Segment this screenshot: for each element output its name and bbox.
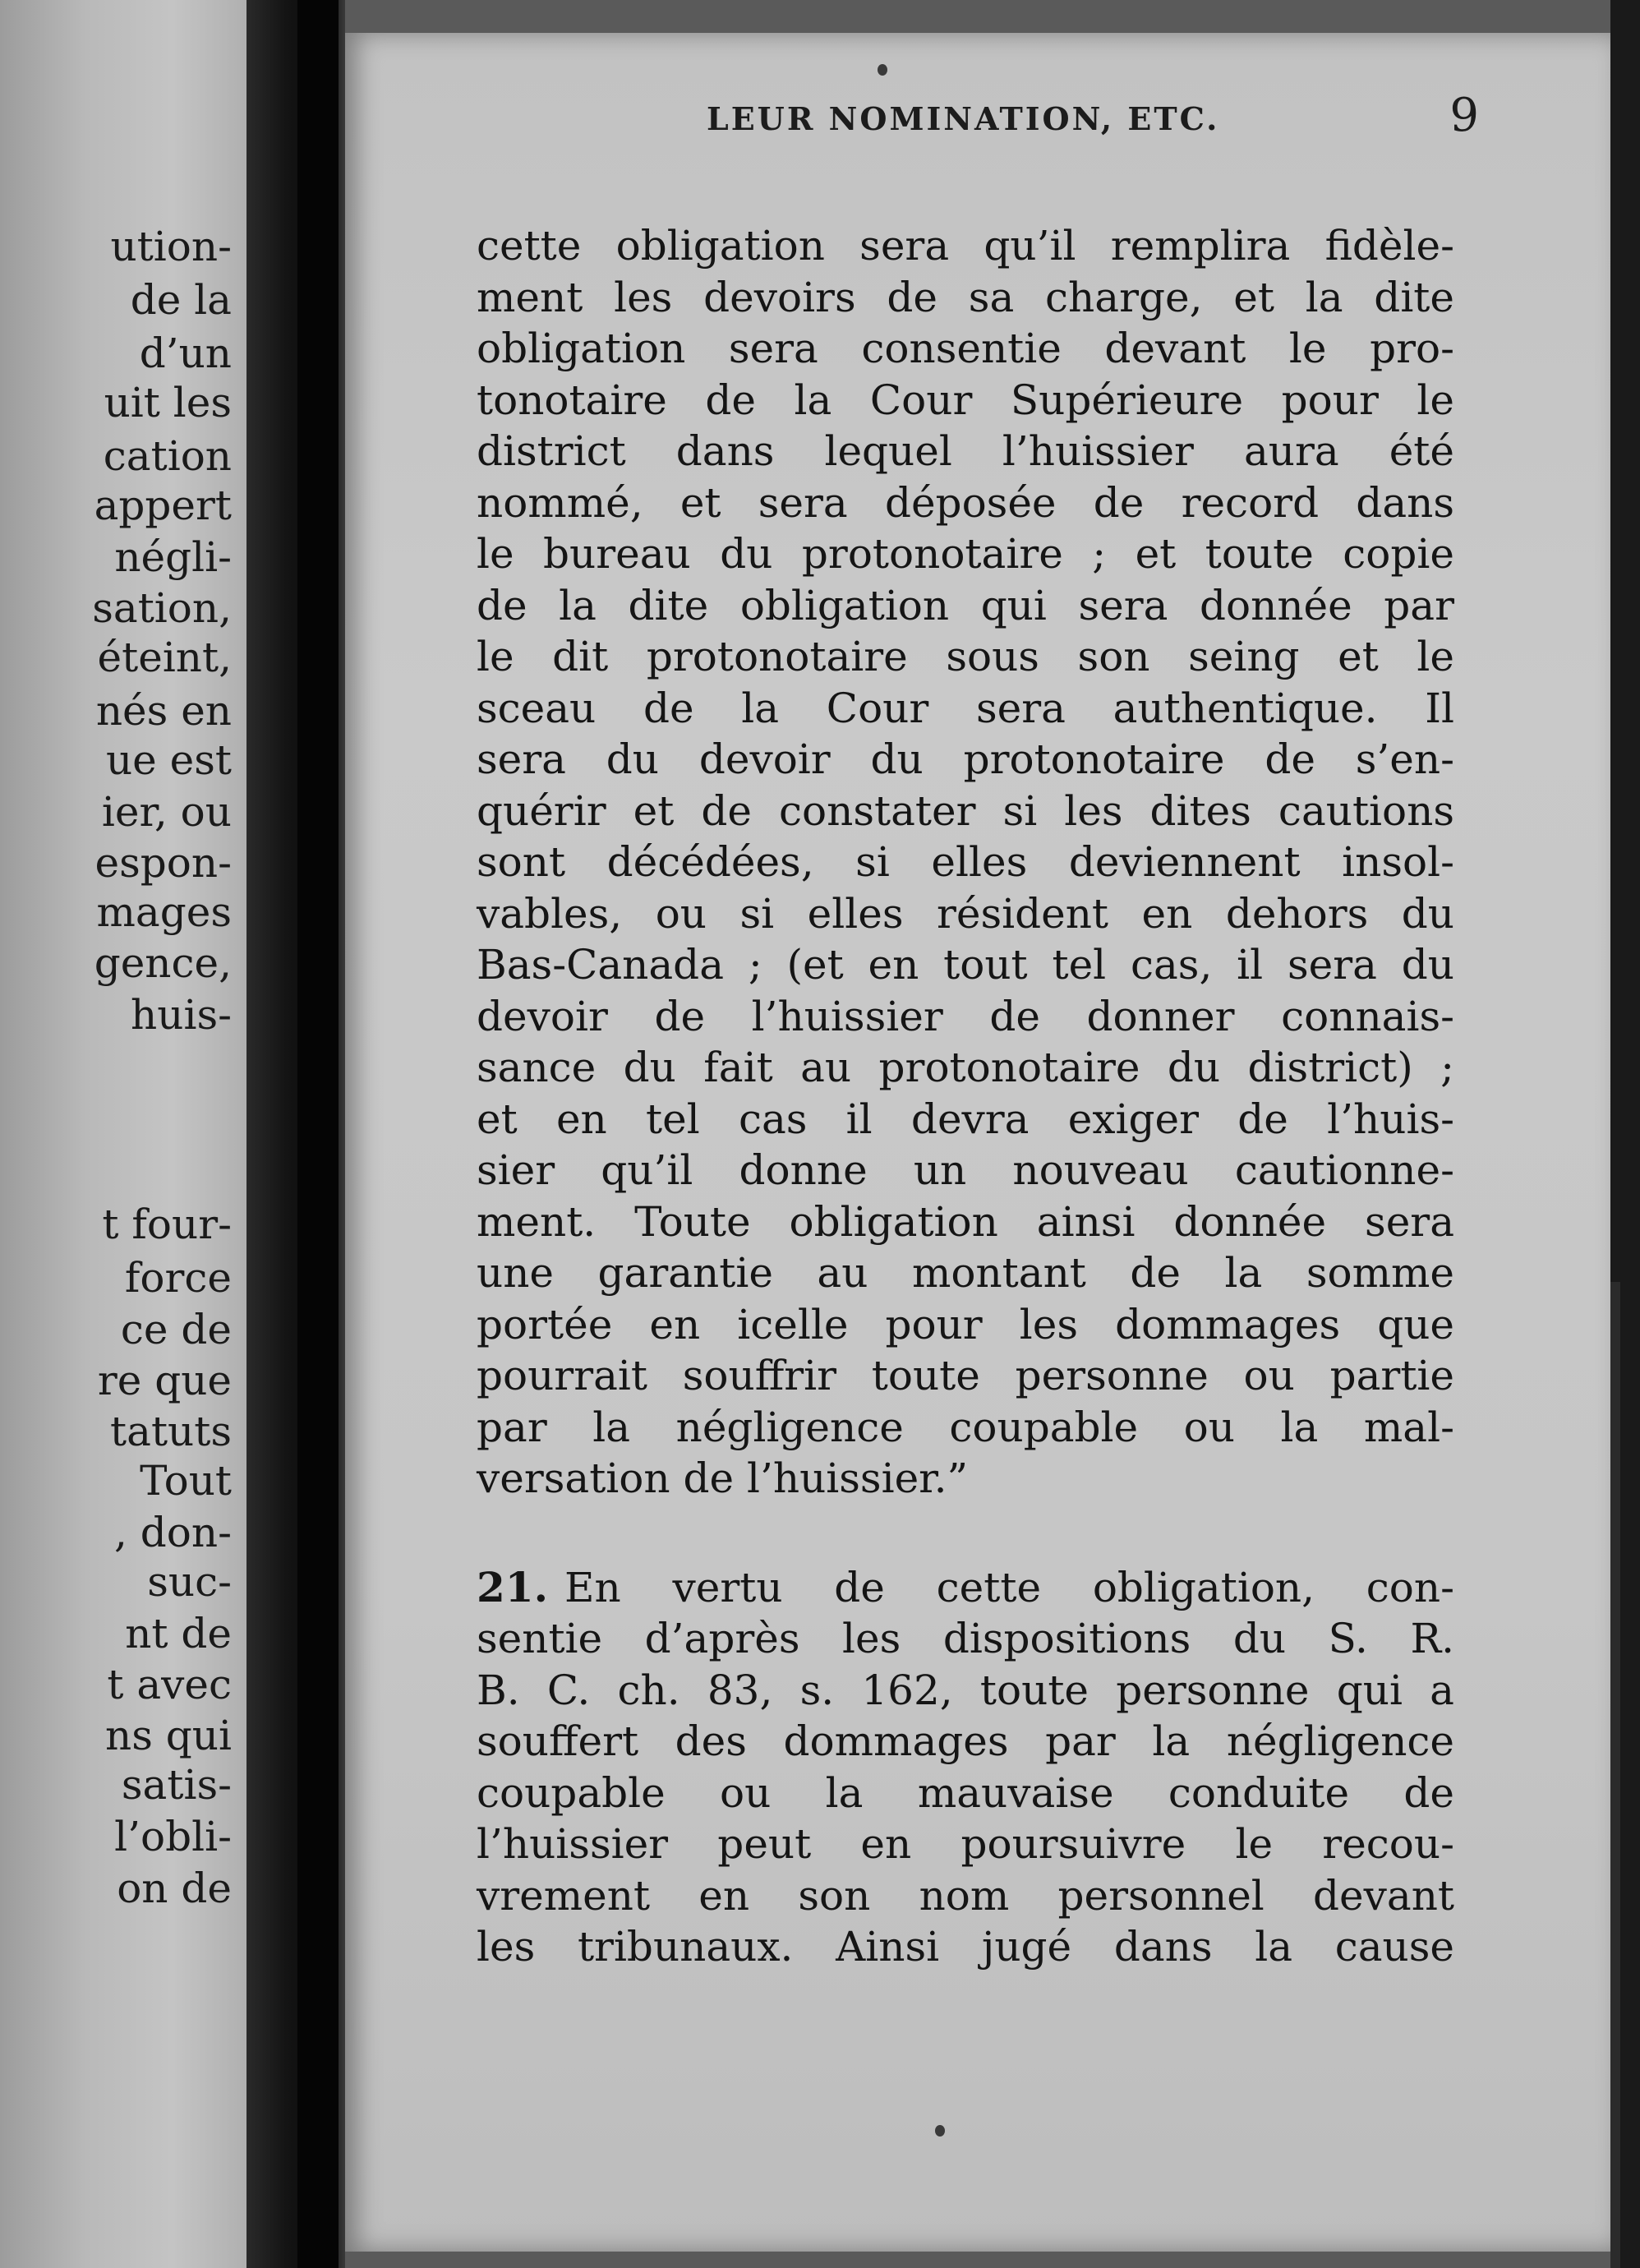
left-page-line: appert	[94, 482, 232, 529]
left-page-line: ce de	[120, 1306, 232, 1353]
left-page-line: ution-	[110, 223, 232, 270]
text-line: une garantie au montant de la somme	[477, 1249, 1454, 1297]
bottom-speck	[935, 2125, 945, 2137]
running-head	[362, 89, 1479, 148]
left-page-line: t avec	[107, 1661, 232, 1708]
left-page-line: ue est	[105, 736, 232, 784]
left-page-line: uit les	[104, 379, 232, 426]
text-line: les tribunaux. Ainsi jugé dans la cause	[477, 1923, 1454, 1971]
left-page-line: nés en	[95, 687, 232, 735]
text-line: sceau de la Cour sera authentique. Il	[477, 684, 1454, 732]
paragraph-2-lines	[477, 1613, 1454, 1973]
left-page-line: Tout	[140, 1457, 232, 1505]
left-page-line: ns qui	[105, 1712, 232, 1759]
left-page-line: gence,	[94, 939, 232, 987]
running-title: LEUR NOMINATION, ETC.	[707, 100, 1220, 137]
text-line: Bas-Canada ; (et en tout tel cas, il sera du	[477, 941, 1454, 989]
text-line: ment. Toute obligation ainsi donnée sera	[477, 1197, 1454, 1246]
body-text	[477, 220, 1454, 1973]
text-line: ment les devoirs de sa charge, et la dite	[477, 273, 1454, 321]
text-line: et en tel cas il devra exiger de l’huis-	[477, 1095, 1454, 1143]
left-page-line: , don-	[114, 1509, 232, 1556]
top-speck	[878, 64, 887, 76]
text-line: nommé, et sera déposée de record dans	[477, 478, 1454, 527]
left-page-line: négli-	[114, 533, 232, 581]
text-line: souffert des dommages par la négligence	[477, 1717, 1454, 1765]
left-page-line: huis-	[131, 991, 232, 1039]
text-line: sance du fait au protonotaire du district) ;	[477, 1044, 1454, 1091]
text-line: le dit protonotaire sous son seing et le	[477, 633, 1454, 680]
text-line: l’huissier peut en poursuivre le recou-	[477, 1820, 1454, 1868]
text-line: cette obligation sera qu’il remplira fidèle-	[477, 222, 1454, 270]
text-line: le bureau du protonotaire ; et toute copie	[477, 530, 1454, 578]
left-page-line: de la	[130, 276, 232, 324]
left-page-line: t four-	[102, 1201, 232, 1248]
text-line: tonotaire de la Cour Supérieure pour le	[477, 376, 1454, 424]
text-line: district dans lequel l’huissier aura été	[477, 427, 1454, 475]
paragraph-1	[477, 220, 1454, 1505]
right-margin-strip	[1610, 1282, 1620, 2268]
left-page-line: re que	[97, 1357, 232, 1404]
text-line: de la dite obligation qui sera donnée par	[477, 581, 1454, 629]
left-page-line: nt de	[125, 1610, 232, 1657]
text-line: par la négligence coupable ou la mal-	[477, 1403, 1454, 1451]
text-line: pourrait souffrir toute personne ou partie	[477, 1352, 1454, 1399]
text-line: quérir et de constater si les dites cautions	[477, 786, 1454, 835]
left-page-line: suc-	[147, 1558, 232, 1606]
left-page-line: on de	[117, 1865, 232, 1912]
left-page-line: d’un	[139, 330, 232, 377]
text-line: obligation sera consentie devant le pro-	[477, 325, 1454, 372]
text-line: portée en icelle pour les dommages que	[477, 1300, 1454, 1348]
text-line: coupable ou la mauvaise conduite de	[477, 1768, 1454, 1817]
text-line: vables, ou si elles résident en dehors du	[477, 889, 1454, 938]
paragraph-2-first-line-text: En vertu de cette obligation, con-	[564, 1563, 1454, 1611]
left-page-line: satis-	[121, 1761, 232, 1809]
text-line: devoir de l’huissier de donner connais-	[477, 992, 1454, 1040]
left-page-line: l’obli-	[114, 1813, 232, 1860]
left-page-line: espon-	[94, 839, 232, 887]
left-facing-page	[0, 0, 246, 2268]
left-page-line: cation	[103, 432, 232, 480]
paragraph-2	[477, 1562, 1454, 1973]
paragraph-2-first-line	[477, 1562, 1454, 1614]
left-page-line: mages	[96, 888, 232, 936]
text-line: B. C. ch. 83, s. 162, toute personne qui a	[477, 1666, 1454, 1714]
paragraph-gap	[477, 1505, 1454, 1562]
text-line: sera du devoir du protonotaire de s’en-	[477, 735, 1454, 783]
left-page-line: tatuts	[110, 1408, 232, 1455]
text-line: sentie d’après les dispositions du S. R.	[477, 1615, 1454, 1662]
section-number: 21.	[477, 1562, 548, 1611]
page-number: 9	[1449, 89, 1479, 142]
spine-shadow	[297, 0, 339, 2268]
text-line: sier qu’il donne un nouveau cautionne-	[477, 1146, 1454, 1194]
text-line: sont décédées, si elles deviennent insol-	[477, 838, 1454, 886]
text-line: versation de l’huissier.”	[477, 1454, 969, 1502]
left-page-line: sation,	[92, 584, 232, 632]
left-page-line: ier, ou	[101, 788, 232, 836]
left-page-line: force	[124, 1254, 232, 1302]
text-line: vrement en son nom personnel devant	[477, 1871, 1454, 1920]
left-page-line: éteint,	[97, 634, 232, 681]
